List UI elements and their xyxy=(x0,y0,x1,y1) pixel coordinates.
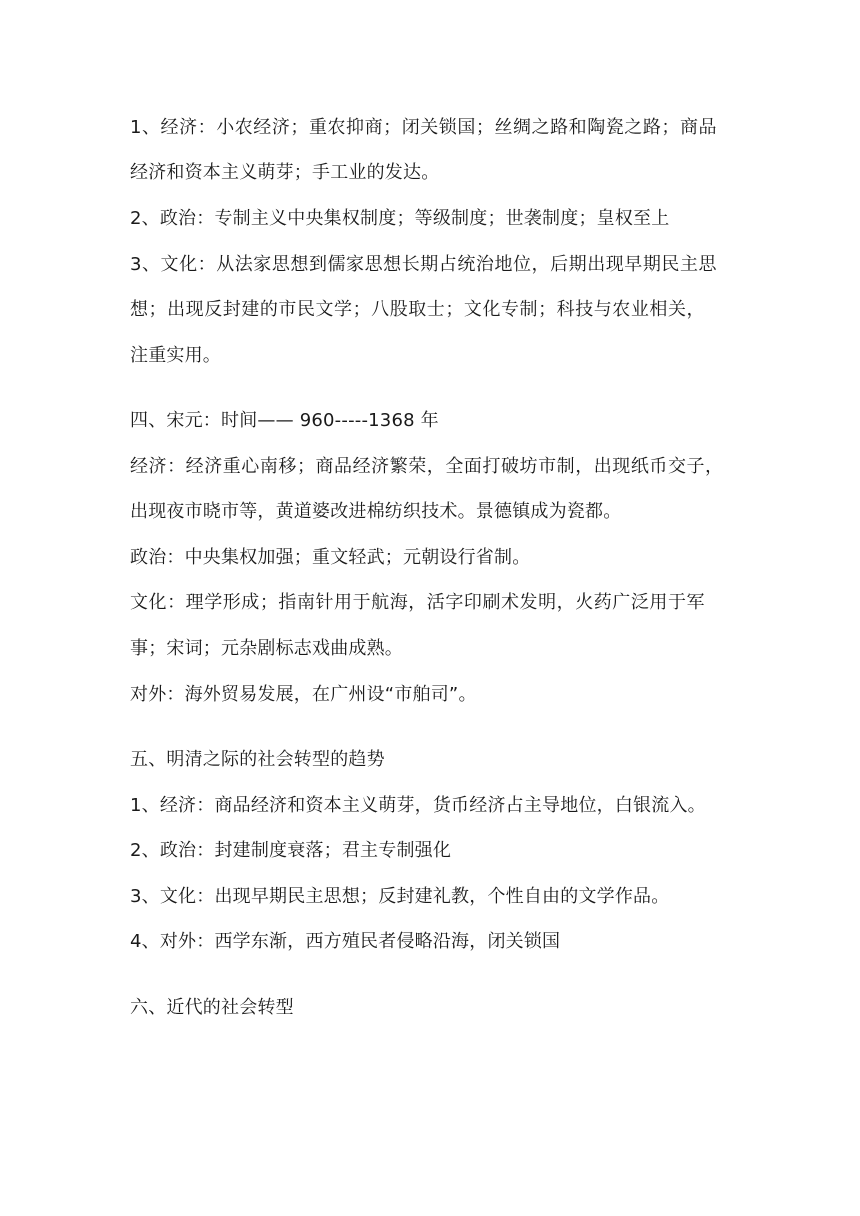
text-line: 2、政治：专制主义中央集权制度；等级制度；世袭制度；皇权至上 xyxy=(130,208,670,229)
text-line: 经济和资本主义萌芽；手工业的发达。 xyxy=(130,162,440,183)
text-line: 政治：中央集权加强；重文轻武；元朝设行省制。 xyxy=(130,547,531,568)
text-line: 1、经济：小农经济；重农抑商；闭关锁国；丝绸之路和陶瓷之路；商品 xyxy=(130,117,718,138)
section-heading: 五、明清之际的社会转型的趋势 xyxy=(130,749,385,770)
text-line: 3、文化：从法家思想到儒家思想长期占统治地位，后期出现早期民主思 xyxy=(130,254,718,275)
text-line: 想；出现反封建的市民文学；八股取士；文化专制；科技与农业相关， xyxy=(130,299,706,320)
text-line: 文化：理学形成；指南针用于航海，活字印刷术发明，火药广泛用于军 xyxy=(130,592,706,613)
text-line: 注重实用。 xyxy=(130,345,221,366)
section-heading: 六、近代的社会转型 xyxy=(130,997,294,1018)
text-line: 1、经济：商品经济和资本主义萌芽，货币经济占主导地位，白银流入。 xyxy=(130,795,706,816)
section-heading: 四、宋元：时间—— 960-----1368 年 xyxy=(130,410,439,431)
text-line: 出现夜市晓市等，黄道婆改进棉纺织技术。景德镇成为瓷都。 xyxy=(130,501,622,522)
text-line: 经济：经济重心南移；商品经济繁荣，全面打破坊市制，出现纸币交子， xyxy=(130,456,724,477)
text-line: 对外：海外贸易发展，在广州设“市舶司”。 xyxy=(130,684,477,705)
text-line: 2、政治：封建制度衰落；君主专制强化 xyxy=(130,840,452,861)
text-line: 3、文化：出现早期民主思想；反封建礼教，个性自由的文学作品。 xyxy=(130,886,670,907)
text-line: 4、对外：西学东渐，西方殖民者侵略沿海，闭关锁国 xyxy=(130,931,561,952)
text-line: 事；宋词；元杂剧标志戏曲成熟。 xyxy=(130,638,403,659)
